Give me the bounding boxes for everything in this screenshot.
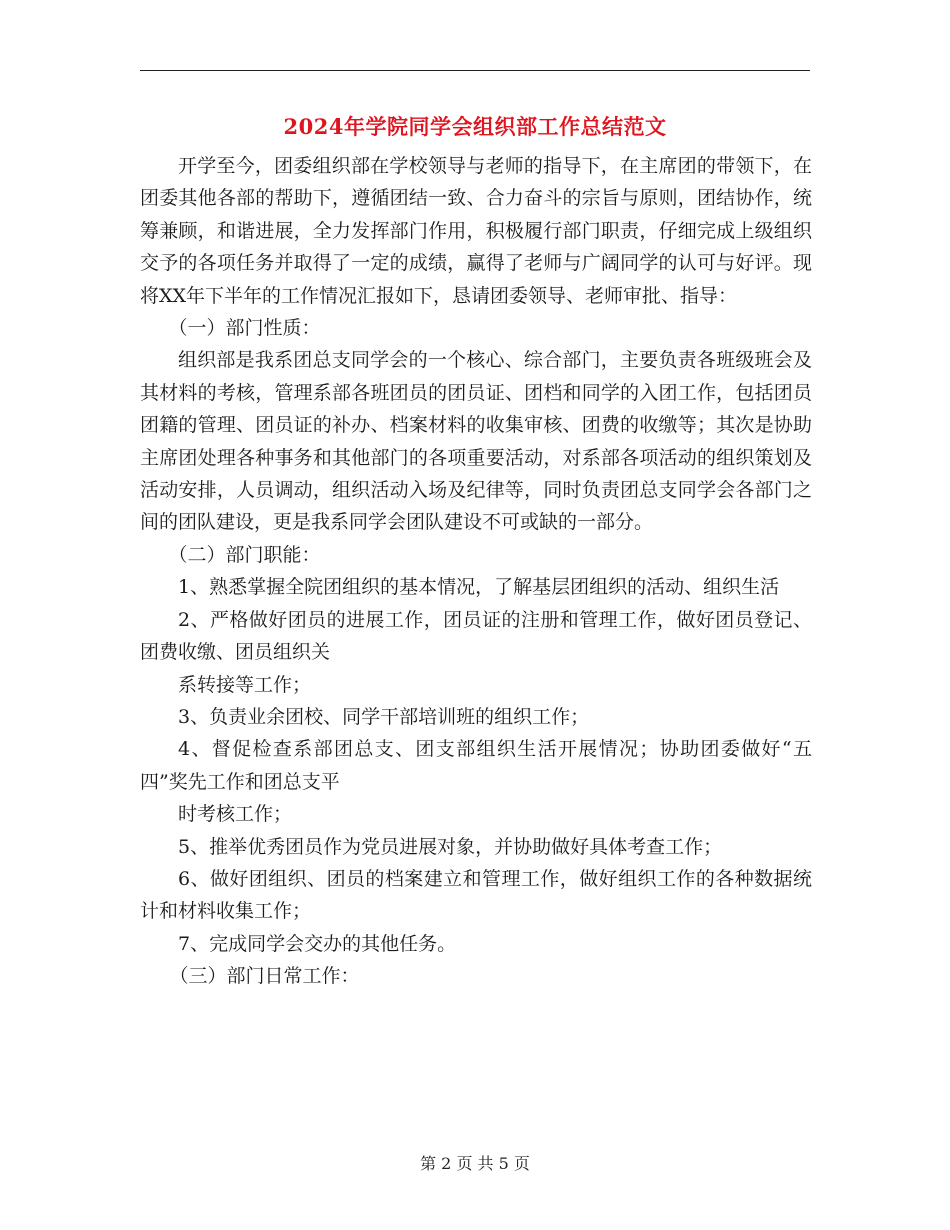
- list-item-function-2: 2、严格做好团员的进展工作，团员证的注册和管理工作，做好团员登记、团费收缴、团员组织关: [140, 608, 812, 664]
- document-body: [140, 150, 812, 993]
- paragraph-intro: 开学至今，团委组织部在学校领导与老师的指导下，在主席团的带领下，在团委其他各部的帮助下，遵循团结一致、合力奋斗的宗旨与原则，团结协作，统筹兼顾，和谐进展，全力发挥部门作用，积极履行部门职责，仔细完成上级组织交予的各项任务并取得了一定的成绩，赢得了老师与广阔同学的认可与好评。现将XX年下半年的工作情况汇报如下，恳请团委领导、老师审批、指导：: [140, 155, 812, 307]
- list-item-function-7: 7、完成同学会交办的其他任务。: [178, 932, 457, 955]
- header-rule: [140, 70, 810, 71]
- page-footer: 第 2 页 共 5 页: [420, 1154, 530, 1173]
- document-title: 2024年学院同学会组织部工作总结范文: [283, 114, 667, 139]
- list-item-function-5: 5、推举优秀团员作为党员进展对象，并协助做好具体考查工作；: [178, 835, 723, 858]
- list-item-function-4: 4、督促检查系部团总支、团支部组织生活开展情况；协助团委做好“五四”奖先工作和团总支平: [140, 738, 812, 793]
- list-item-function-6: 6、做好团组织、团员的档案建立和管理工作，做好组织工作的各种数据统计和材料收集工作；: [140, 867, 812, 923]
- section-heading-nature: （一）部门性质：: [168, 317, 321, 340]
- list-item-function-4-cont: 时考核工作；: [178, 803, 293, 826]
- list-item-function-1: 1、熟悉掌握全院团组织的基本情况，了解基层团组织的活动、组织生活: [178, 576, 780, 599]
- list-item-function-2-cont: 系转接等工作；: [178, 673, 312, 696]
- section-heading-functions: （二）部门职能：: [168, 543, 321, 566]
- list-item-function-3: 3、负责业余团校、同学干部培训班的组织工作；: [178, 705, 590, 728]
- paragraph-nature: 组织部是我系团总支同学会的一个核心、综合部门，主要负责各班级班会及其材料的考核，管理系部各班团员的团员证、团档和同学的入团工作，包括团员团籍的管理、团员证的补办、档案材料的收集审核、团费的收缴等；其次是协助主席团处理各种事务和其他部门的各项重要活动，对系部各项活动的组织策划及活动安排，人员调动，组织活动入场及纪律等，同时负责团总支同学会各部门之间的团队建设，更是我系同学会团队建设不可或缺的一部分。: [140, 349, 812, 534]
- section-heading-daily-work: （三）部门日常工作：: [169, 965, 360, 988]
